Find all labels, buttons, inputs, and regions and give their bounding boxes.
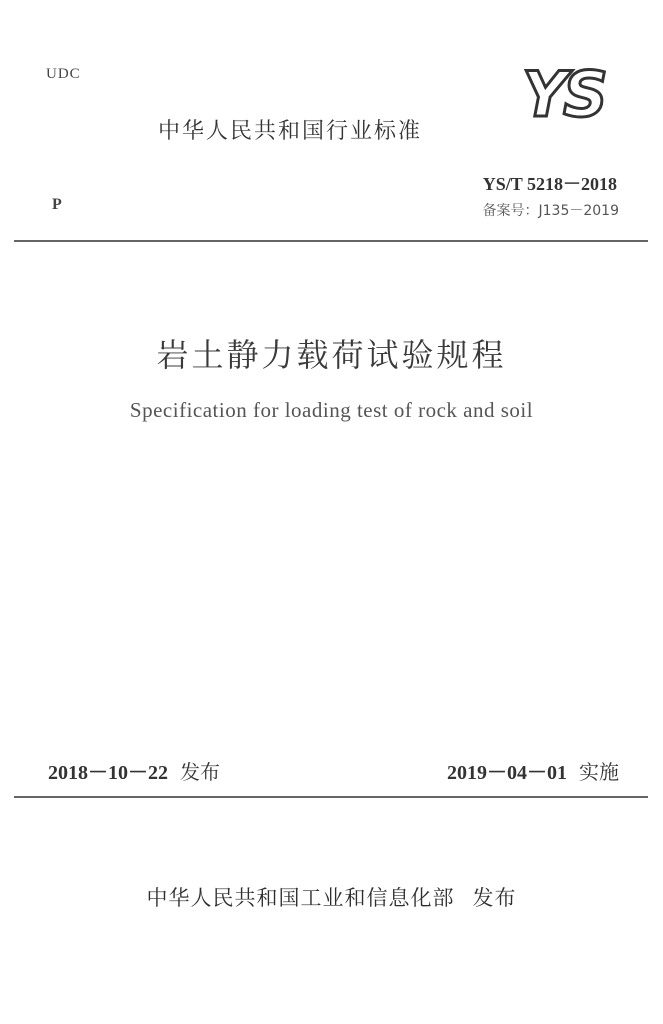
issuer-name: 中华人民共和国工业和信息化部	[146, 886, 455, 910]
effective-date-line	[447, 756, 619, 785]
issuer-line	[0, 882, 663, 912]
effective-label: 实施	[579, 760, 619, 784]
standard-code: YS/T 5218－2018	[482, 174, 617, 194]
category-label: P	[52, 196, 62, 213]
record-number: 备案号：J135－2019	[482, 203, 619, 219]
bottom-divider	[14, 796, 648, 798]
document-title-chinese: 岩土静力载荷试验规程	[156, 336, 507, 374]
issuer-label: 发布	[472, 886, 517, 910]
issue-date-line	[48, 756, 220, 785]
issue-date: 2018－10－22	[48, 762, 168, 784]
udc-label: UDC	[46, 66, 81, 82]
standard-type-heading: 中华人民共和国行业标准	[158, 119, 423, 144]
document-title-english: Specification for loading test of rock and soil	[129, 398, 534, 422]
ys-logo	[506, 62, 620, 126]
issue-label: 发布	[180, 760, 220, 784]
ys-logo-text: YS	[522, 62, 604, 126]
effective-date: 2019－04－01	[447, 762, 567, 784]
top-divider	[14, 240, 648, 242]
